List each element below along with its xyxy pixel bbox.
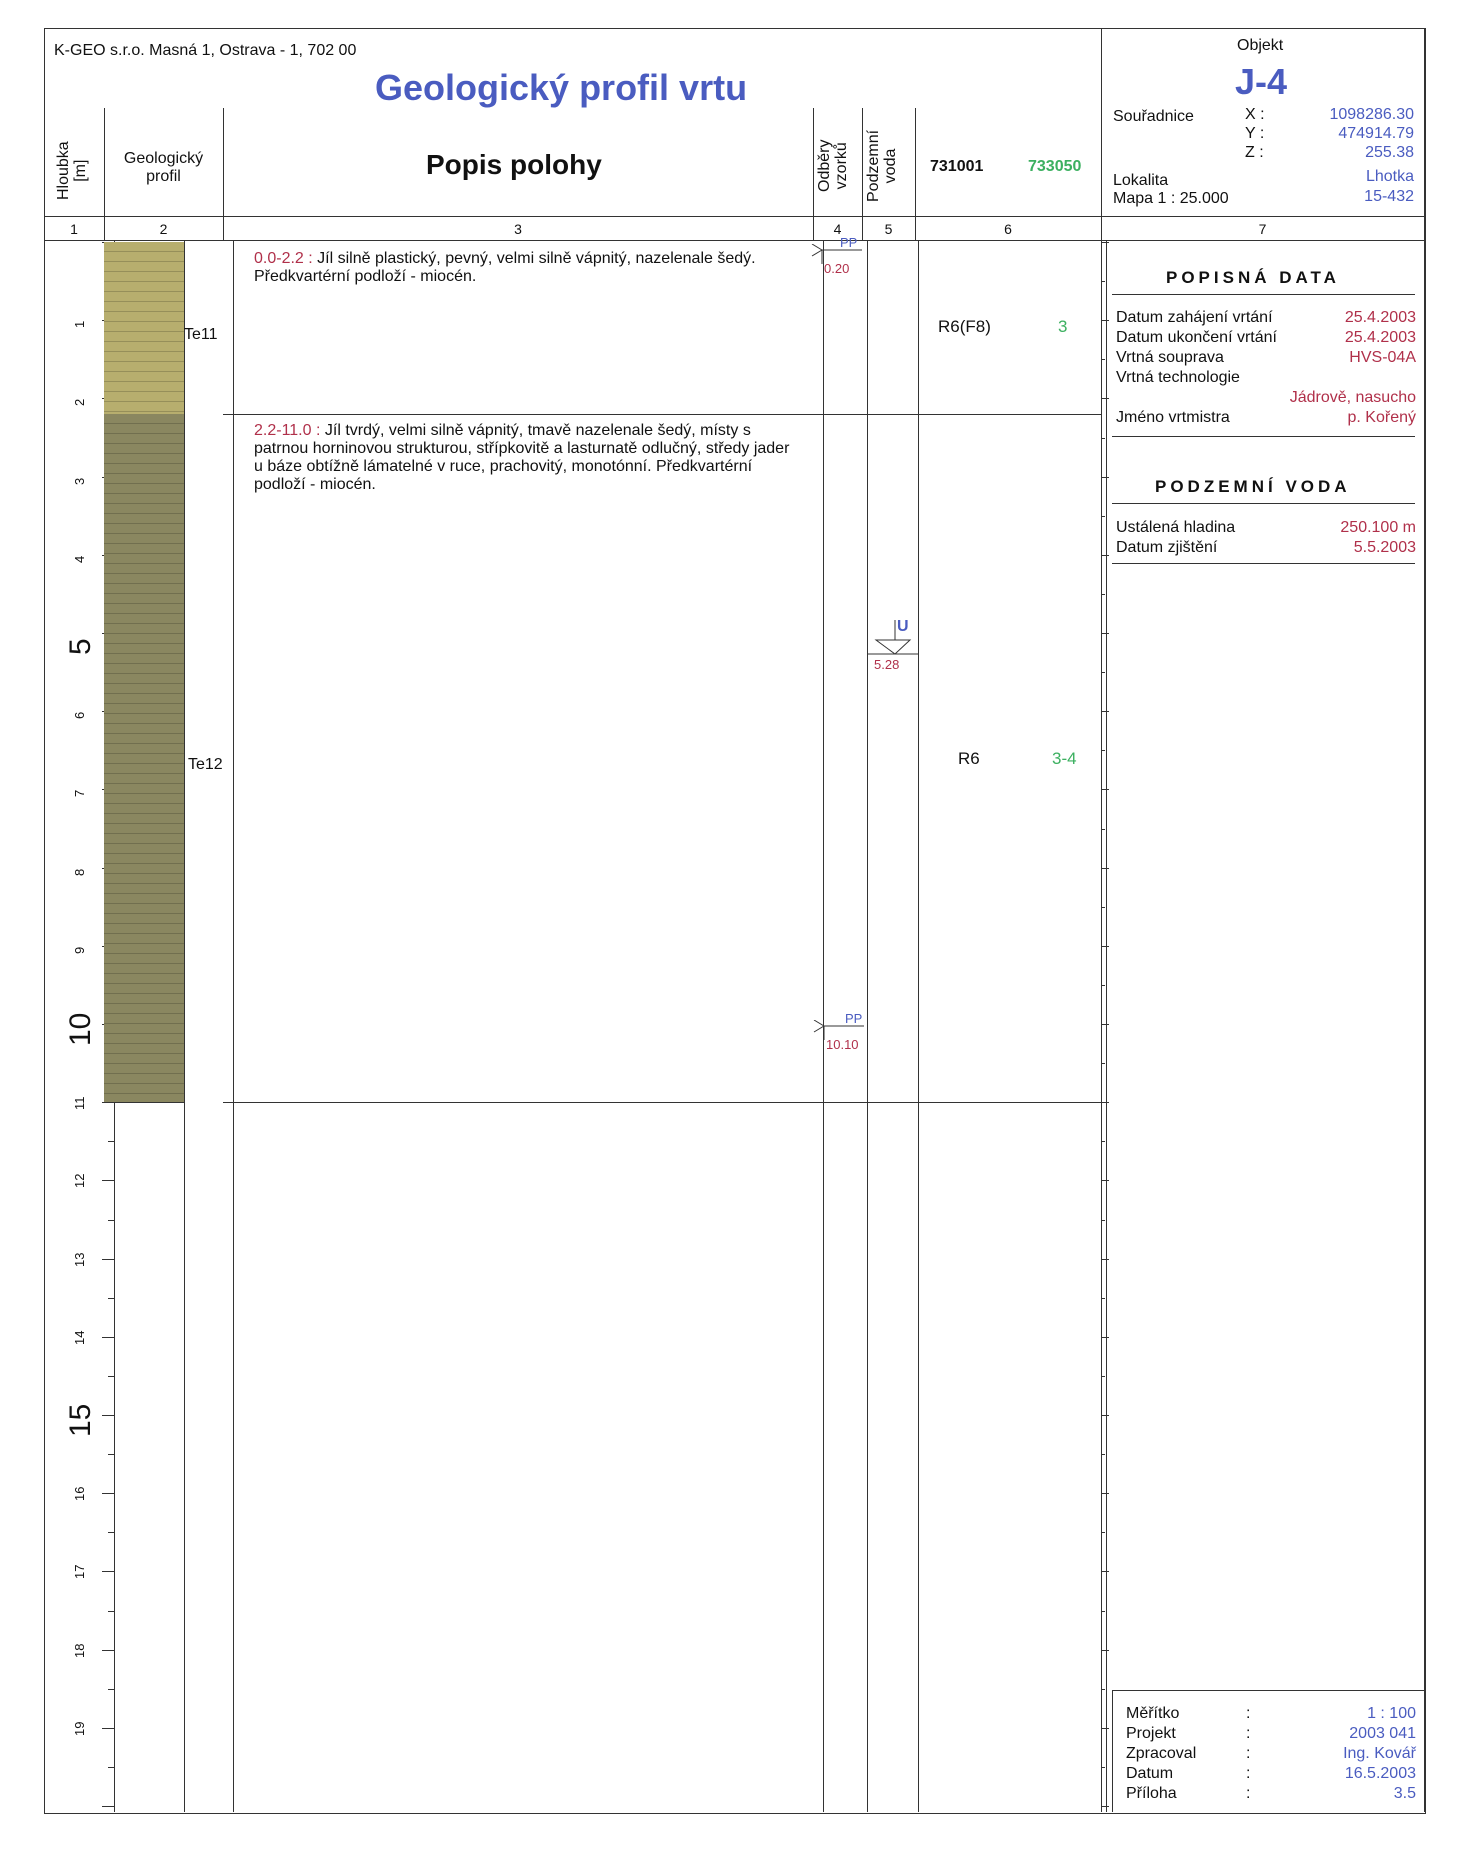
colnum-bottom-line bbox=[44, 240, 1424, 241]
header-depth-unit: [m] bbox=[71, 159, 89, 182]
depth-tick bbox=[102, 1806, 114, 1807]
depth-tick-right bbox=[1101, 1259, 1109, 1260]
popisna-label: Vrtná souprava bbox=[1116, 349, 1224, 366]
depth-tick-right bbox=[1101, 985, 1105, 986]
depth-tick-right bbox=[1101, 1298, 1105, 1299]
layer-range-1: 0.0-2.2 bbox=[254, 250, 304, 267]
depth-tick-right bbox=[1101, 1024, 1109, 1025]
colnum-top-line bbox=[44, 216, 1424, 217]
depth-tick-right bbox=[1101, 1728, 1109, 1729]
header-geo-profile-1: Geologický bbox=[123, 150, 204, 167]
company-name: K-GEO s.r.o. Masná 1, Ostrava - 1, 702 00 bbox=[54, 42, 357, 59]
depth-tick-right bbox=[1101, 1220, 1105, 1221]
depth-label-18: 18 bbox=[72, 1643, 87, 1658]
sample-depth-2: 10.10 bbox=[826, 1037, 859, 1052]
coord-y-label: Y : bbox=[1245, 125, 1265, 142]
depth-label-16: 16 bbox=[72, 1486, 87, 1502]
layer-fill-2 bbox=[104, 414, 184, 1103]
depth-tick bbox=[102, 1337, 114, 1338]
colnum-5: 5 bbox=[884, 221, 893, 237]
popisna-row bbox=[1116, 308, 1416, 328]
popisna-data-title: POPISNÁ DATA bbox=[1166, 268, 1340, 287]
depth-tick-right bbox=[1101, 1571, 1109, 1572]
depth-tick-right bbox=[1101, 1689, 1105, 1690]
footer-label: Projekt bbox=[1126, 1725, 1176, 1742]
depth-tick bbox=[102, 1571, 114, 1572]
popisna-row bbox=[1116, 368, 1416, 388]
popisna-value: 25.4.2003 bbox=[1344, 309, 1416, 326]
depth-tick-right bbox=[1101, 281, 1105, 282]
voda-row bbox=[1116, 538, 1416, 558]
body-col-line-2 bbox=[233, 240, 234, 1812]
page-frame bbox=[44, 28, 1426, 1814]
layer-text-1: Jíl silně plastický, pevný, velmi silně vápnitý, nazelenale šedý. Předkvartérní podloží - miocén. bbox=[254, 250, 756, 285]
depth-tick-right bbox=[1101, 359, 1105, 360]
depth-tick-right bbox=[1101, 242, 1109, 243]
footer-top-line bbox=[1112, 1690, 1424, 1691]
map-label: Mapa 1 : 25.000 bbox=[1113, 190, 1229, 207]
depth-tick bbox=[108, 1767, 114, 1768]
depth-tick bbox=[102, 1728, 114, 1729]
footer-row bbox=[1126, 1744, 1416, 1764]
depth-tick-right bbox=[1101, 1102, 1109, 1103]
depth-tick-right bbox=[1101, 1141, 1105, 1142]
depth-tick bbox=[108, 1689, 114, 1690]
footer-label: Zpracoval bbox=[1126, 1745, 1197, 1762]
depth-label-13: 13 bbox=[72, 1252, 87, 1267]
popisna-value: Jádrově, nasucho bbox=[1289, 389, 1416, 406]
groundwater-symbol: U bbox=[897, 618, 909, 635]
voda-label: Datum zjištění bbox=[1116, 539, 1218, 556]
footer-label: Měřítko bbox=[1126, 1705, 1180, 1722]
right-block-border bbox=[1424, 28, 1425, 1812]
header-sep-right bbox=[1101, 28, 1102, 1812]
footer-left-line bbox=[1112, 1690, 1113, 1812]
coord-z-label: Z : bbox=[1245, 144, 1264, 161]
header-depth-label: Hloubka bbox=[55, 141, 72, 200]
depth-tick bbox=[102, 1180, 114, 1181]
depth-tick bbox=[108, 1141, 114, 1142]
coord-z-value: 255.38 bbox=[1365, 144, 1414, 161]
popisna-label: Datum ukončení vrtání bbox=[1116, 329, 1277, 346]
depth-tick bbox=[108, 1454, 114, 1455]
podzemni-voda-title-line bbox=[1112, 503, 1415, 504]
footer-label: Příloha bbox=[1126, 1785, 1177, 1802]
layer-sep-2: : bbox=[311, 422, 325, 439]
layer-description-2 bbox=[254, 422, 794, 494]
layer-description-1 bbox=[254, 250, 794, 286]
locality-label: Lokalita bbox=[1113, 172, 1169, 189]
depth-label-14: 14 bbox=[72, 1330, 87, 1345]
depth-label-12: 12 bbox=[72, 1173, 87, 1189]
sample-arrow-1 bbox=[810, 244, 870, 274]
depth-tick bbox=[108, 1376, 114, 1377]
layer-code-2: Te12 bbox=[188, 756, 223, 773]
header-water bbox=[866, 130, 900, 202]
depth-tick bbox=[108, 1220, 114, 1221]
depth-label-5: 5 bbox=[64, 638, 97, 655]
coord-x-value: 1098286.30 bbox=[1329, 106, 1414, 123]
depth-tick-right bbox=[1101, 1650, 1109, 1651]
depth-label-15: 15 bbox=[64, 1403, 97, 1437]
depth-tick-right bbox=[1101, 1180, 1109, 1181]
layer-class-1: R6(F8) bbox=[938, 317, 991, 336]
header-samples-1: Odběry bbox=[816, 139, 833, 192]
header-description: Popis polohy bbox=[426, 149, 602, 180]
depth-tick bbox=[102, 1415, 114, 1416]
locality-value: Lhotka bbox=[1365, 168, 1414, 185]
depth-label-17: 17 bbox=[72, 1564, 87, 1580]
depth-tick-right bbox=[1101, 1767, 1105, 1768]
depth-label-10: 10 bbox=[64, 1012, 97, 1046]
depth-tick-right bbox=[1101, 1611, 1105, 1612]
body-col-line-1b bbox=[184, 240, 185, 1812]
header-code1: 731001 bbox=[930, 158, 984, 175]
popisna-row bbox=[1116, 328, 1416, 348]
depth-tick-right bbox=[1101, 320, 1109, 321]
depth-tick-right bbox=[1101, 555, 1109, 556]
footer-value: 2003 041 bbox=[1349, 1725, 1416, 1742]
podzemni-voda-title: PODZEMNÍ VODA bbox=[1155, 477, 1351, 496]
depth-label-9: 9 bbox=[72, 946, 87, 954]
coord-y-value: 474914.79 bbox=[1338, 125, 1414, 142]
depth-tick-right bbox=[1101, 516, 1105, 517]
depth-tick-right bbox=[1101, 1376, 1105, 1377]
layer-fill-1 bbox=[104, 242, 184, 415]
popisna-row bbox=[1116, 348, 1416, 368]
colnum-7: 7 bbox=[1258, 221, 1267, 237]
layer-text-2: Jíl tvrdý, velmi silně vápnitý, tmavě nazelenale šedý, místy s patrnou horninovou strukturou, střípkovitě a lasturnatě odlučný, středy jader u báze obtížně lámatelné v ruce, prachovitý, monotónní. Předkvartérní podloží - miocén. bbox=[254, 422, 790, 493]
layer-code-1: Te11 bbox=[184, 326, 218, 343]
depth-tick-right bbox=[1101, 398, 1109, 399]
layer-tezitelnost-1: 3 bbox=[1058, 317, 1068, 336]
depth-tick-right bbox=[1101, 633, 1109, 634]
depth-tick-right bbox=[1101, 1532, 1105, 1533]
layer-boundary-1 bbox=[223, 414, 1101, 415]
depth-tick bbox=[102, 1493, 114, 1494]
depth-tick-right bbox=[1101, 907, 1105, 908]
depth-label-2: 2 bbox=[72, 399, 87, 407]
footer-sep: : bbox=[1246, 1785, 1251, 1802]
popisna-label: Datum zahájení vrtání bbox=[1116, 309, 1273, 326]
popisna-label: Vrtná technologie bbox=[1116, 369, 1240, 386]
depth-tick-right bbox=[1101, 829, 1105, 830]
footer-row bbox=[1126, 1764, 1416, 1784]
coord-x-label: X : bbox=[1245, 106, 1265, 123]
layer-sep-1: : bbox=[303, 250, 318, 267]
depth-label-3: 3 bbox=[72, 477, 87, 485]
footer-label: Datum bbox=[1126, 1765, 1174, 1782]
popisna-row bbox=[1116, 388, 1416, 408]
page-title: Geologický profil vrtu bbox=[375, 67, 748, 108]
header-code2: 733050 bbox=[1028, 158, 1082, 175]
depth-tick-right bbox=[1101, 1415, 1109, 1416]
depth-tick-right bbox=[1101, 1493, 1109, 1494]
map-value: 15-432 bbox=[1364, 188, 1414, 205]
depth-tick-right bbox=[1101, 1806, 1109, 1807]
object-name: J-4 bbox=[1235, 61, 1288, 102]
depth-tick bbox=[108, 1532, 114, 1533]
layer-range-2: 2.2-11.0 bbox=[254, 422, 312, 439]
footer-value: 3.5 bbox=[1393, 1785, 1416, 1802]
depth-label-7: 7 bbox=[72, 790, 87, 798]
popisna-data-title-line bbox=[1112, 294, 1415, 295]
groundwater-depth: 5.28 bbox=[874, 657, 900, 672]
depth-label-19: 19 bbox=[72, 1721, 87, 1736]
footer-sep: : bbox=[1246, 1745, 1251, 1762]
depth-label-4: 4 bbox=[72, 555, 87, 563]
header-samples-2: vzorků bbox=[832, 142, 850, 190]
depth-tick-right bbox=[1101, 868, 1109, 869]
header-samples bbox=[817, 140, 851, 192]
colnum-2: 2 bbox=[159, 221, 168, 237]
footer-value: 16.5.2003 bbox=[1344, 1765, 1416, 1782]
layer-tezitelnost-2: 3-4 bbox=[1052, 749, 1077, 768]
coordinates-label: Souřadnice bbox=[1113, 108, 1194, 125]
colnum-1: 1 bbox=[70, 221, 78, 237]
depth-tick bbox=[102, 1259, 114, 1260]
depth-tick bbox=[108, 1298, 114, 1299]
footer-sep: : bbox=[1246, 1765, 1251, 1782]
voda-value: 250.100 m bbox=[1340, 519, 1416, 536]
popisna-row bbox=[1116, 408, 1416, 428]
voda-value: 5.5.2003 bbox=[1353, 539, 1416, 556]
depth-tick-right bbox=[1101, 594, 1105, 595]
footer-row bbox=[1126, 1724, 1416, 1744]
depth-tick-right bbox=[1101, 946, 1109, 947]
footer-value: Ing. Kovář bbox=[1343, 1745, 1416, 1762]
layer-boundary-2 bbox=[223, 1102, 1101, 1103]
depth-tick-right bbox=[1101, 1337, 1109, 1338]
footer-sep: : bbox=[1246, 1705, 1251, 1722]
layer-class-2: R6 bbox=[958, 749, 980, 768]
popisna-data-bottom-line bbox=[1112, 436, 1415, 437]
footer-row bbox=[1126, 1784, 1416, 1804]
podzemni-voda-bottom-line bbox=[1112, 563, 1415, 564]
depth-tick bbox=[108, 1611, 114, 1612]
groundwater-level-icon bbox=[868, 618, 918, 658]
depth-tick-right bbox=[1101, 789, 1109, 790]
header-depth bbox=[56, 141, 90, 200]
depth-label-6: 6 bbox=[72, 711, 87, 720]
colnum-3: 3 bbox=[514, 221, 522, 237]
popisna-value: 25.4.2003 bbox=[1344, 329, 1416, 346]
popisna-value: HVS-04A bbox=[1349, 349, 1416, 366]
header-water-2: voda bbox=[881, 148, 899, 184]
header-geo-profile bbox=[104, 150, 223, 186]
depth-tick-right bbox=[1101, 1454, 1105, 1455]
popisna-label: Jméno vrtmistra bbox=[1116, 409, 1230, 426]
sample-type-1: PP bbox=[840, 235, 858, 250]
depth-tick-right bbox=[1101, 477, 1109, 478]
depth-tick bbox=[102, 1650, 114, 1651]
depth-tick-right bbox=[1101, 1063, 1105, 1064]
popisna-value: p. Kořený bbox=[1347, 409, 1416, 426]
voda-row bbox=[1116, 518, 1416, 538]
footer-row bbox=[1126, 1704, 1416, 1724]
depth-tick-right bbox=[1101, 750, 1105, 751]
object-label: Objekt bbox=[1237, 37, 1284, 54]
depth-tick-right bbox=[1101, 672, 1105, 673]
colnum-6: 6 bbox=[1004, 221, 1012, 237]
depth-label-8: 8 bbox=[72, 868, 87, 876]
header-geo-profile-2: profil bbox=[146, 168, 181, 185]
sample-depth-1: 0.20 bbox=[824, 261, 850, 276]
depth-tick-right bbox=[1101, 438, 1105, 439]
depth-label-11: 11 bbox=[72, 1096, 87, 1111]
depth-label-1: 1 bbox=[72, 320, 87, 329]
colnum-4: 4 bbox=[833, 221, 842, 237]
voda-label: Ustálená hladina bbox=[1116, 519, 1236, 536]
sample-type-2: PP bbox=[845, 1011, 863, 1026]
header-water-1: Podzemní bbox=[865, 129, 882, 202]
depth-tick-right bbox=[1101, 711, 1109, 712]
footer-value: 1 : 100 bbox=[1367, 1705, 1416, 1722]
sample-arrow-2 bbox=[812, 1020, 872, 1050]
footer-sep: : bbox=[1246, 1725, 1251, 1742]
body-col-line-5 bbox=[918, 240, 919, 1812]
